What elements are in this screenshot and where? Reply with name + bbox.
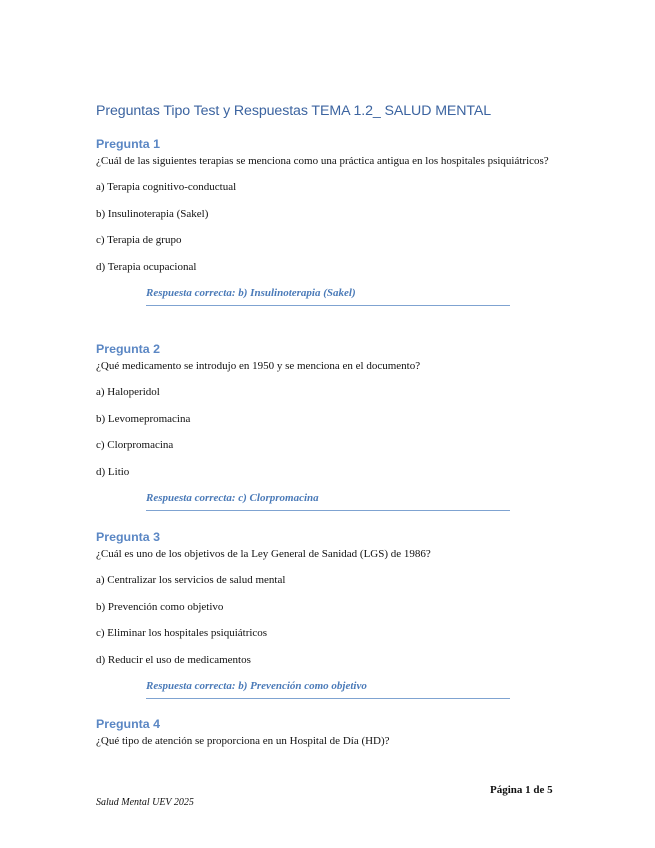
question-text: ¿Qué medicamento se introdujo en 1950 y se menciona en el documento? <box>96 360 421 372</box>
question-text: ¿Cuál de las siguientes terapias se menciona como una práctica antigua en los hospitales psiquiátricos? <box>96 155 549 167</box>
option-a: a) Terapia cognitivo-conductual <box>96 181 237 193</box>
options-list <box>96 179 556 285</box>
options-list <box>96 572 556 678</box>
correct-answer: Respuesta correcta: c) Clorpromacina <box>146 491 510 511</box>
option-c: c) Clorpromacina <box>96 439 174 452</box>
correct-answer: Respuesta correcta: b) Insulinoterapia (Sakel) <box>146 286 510 306</box>
question-heading: Pregunta 4 <box>96 717 161 731</box>
correct-answer: Respuesta correcta: b) Prevención como objetivo <box>146 679 510 699</box>
options-list <box>96 384 556 490</box>
option-b: b) Prevención como objetivo <box>96 600 224 613</box>
document-title: Preguntas Tipo Test y Respuestas TEMA 1.2_ SALUD MENTAL <box>96 103 492 119</box>
option-d: d) Reducir el uso de medicamentos <box>96 653 251 666</box>
option-a: a) Haloperidol <box>96 386 160 398</box>
question-text: ¿Qué tipo de atención se proporciona en un Hospital de Día (HD)? <box>96 735 390 747</box>
question-heading: Pregunta 1 <box>96 137 161 151</box>
question-heading: Pregunta 3 <box>96 530 161 544</box>
page-number: Página 1 de 5 <box>490 784 553 796</box>
question-heading: Pregunta 2 <box>96 342 161 356</box>
option-c: c) Eliminar los hospitales psiquiátricos <box>96 627 268 640</box>
option-c: c) Terapia de grupo <box>96 234 182 247</box>
question-block-2 <box>96 341 556 511</box>
option-d: d) Terapia ocupacional <box>96 260 197 273</box>
option-b: b) Insulinoterapia (Sakel) <box>96 207 209 220</box>
question-text: ¿Cuál es uno de los objetivos de la Ley General de Sanidad (LGS) de 1986? <box>96 548 431 560</box>
question-block-3 <box>96 529 556 699</box>
option-b: b) Levomepromacina <box>96 412 191 425</box>
question-block-1 <box>96 136 556 306</box>
option-d: d) Litio <box>96 465 130 478</box>
option-a: a) Centralizar los servicios de salud mental <box>96 574 286 586</box>
page-footer: Salud Mental UEV 2025 <box>96 797 194 808</box>
question-block-4 <box>96 716 556 750</box>
